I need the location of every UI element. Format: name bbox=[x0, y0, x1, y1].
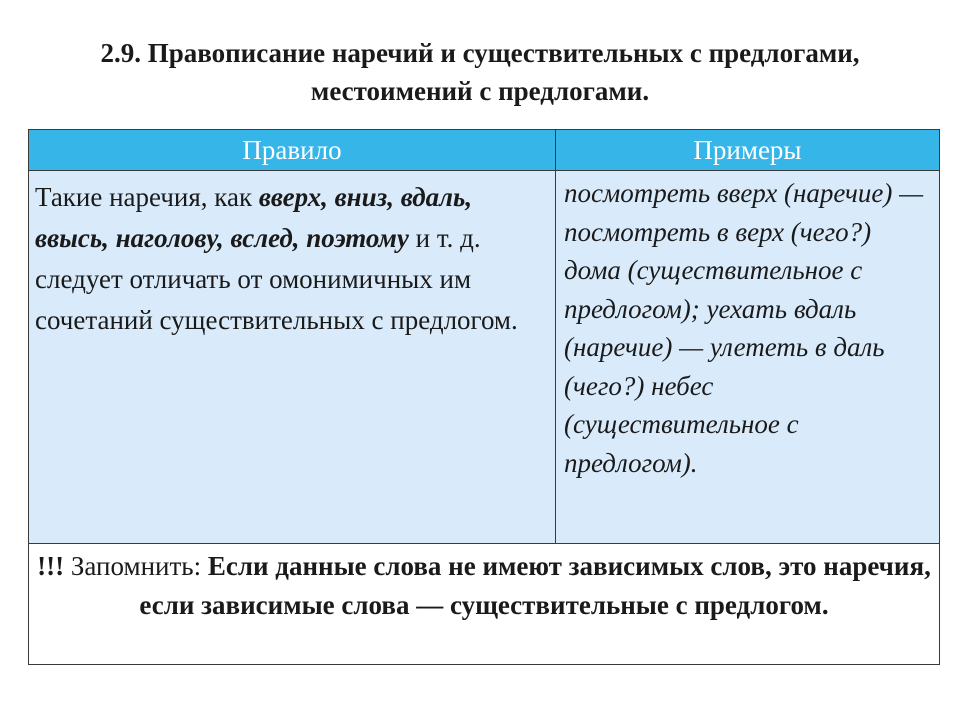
note-marks: !!! bbox=[37, 551, 65, 581]
examples-text: посмотреть вверх (наречие) — посмотреть в верх (чего?) дома (существительное с предлогом); уехать вдаль (наречие) — улететь в даль (чего?) небес (существительное с предлогом). bbox=[564, 178, 924, 478]
rule-adverbs-3: поэтому bbox=[306, 223, 409, 253]
rule-text-rest: и т. д. следует отличать от омонимичных им сочетаний существительных с предлогом. bbox=[35, 223, 518, 335]
note-text: Если данные слова не имеют зависимых слов, это наречия, если зависимые слова — существительные с предлогом. bbox=[139, 551, 931, 620]
rule-adverbs-1: вверх, вниз, bbox=[258, 182, 394, 212]
page-title bbox=[20, 34, 940, 110]
rule-text-intro: Такие наречия, как bbox=[35, 182, 259, 212]
note-label: Запомнить: bbox=[64, 551, 208, 581]
rule-adverbs-2: вдаль, ввысь, наголову, вслед, bbox=[35, 182, 473, 253]
rules-table bbox=[28, 129, 940, 665]
rule-cell bbox=[29, 170, 556, 543]
title-line-1: 2.9. Правописание наречий и существительных с предлогами, bbox=[100, 38, 860, 68]
examples-cell bbox=[556, 170, 939, 543]
header-examples: Примеры bbox=[556, 130, 939, 170]
header-rule: Правило bbox=[29, 130, 556, 170]
title-line-2: местоимений с предлогами. bbox=[310, 76, 650, 106]
remember-note bbox=[29, 543, 939, 664]
